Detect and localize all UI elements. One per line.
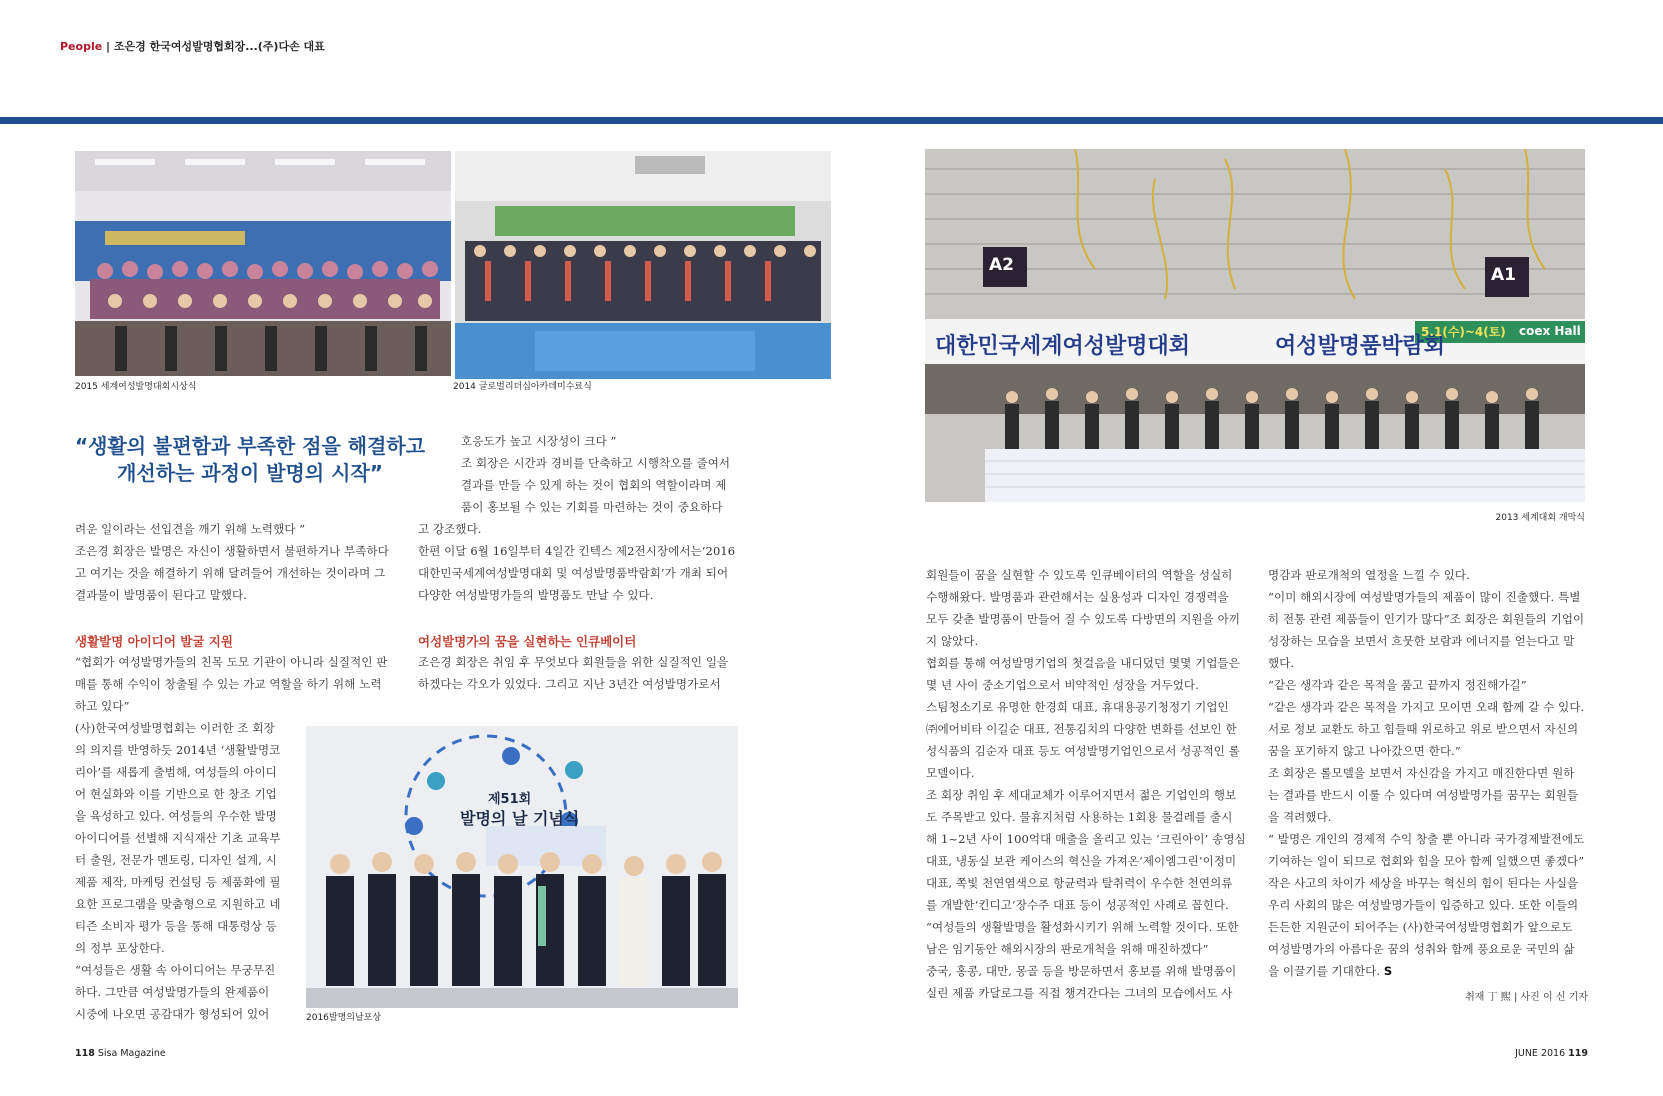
banner-event-name: 대한민국세계여성발명대회 <box>935 334 1191 359</box>
backdrop-title: 발명의 날 기념식 <box>460 809 580 828</box>
left-col1-top: 려운 일이라는 선입견을 깨기 위해 노력했다 ” 조은경 회장은 발명은 자신이 생활하면서 불편하거나 부족하다 고 여기는 것을 해결하기 위해 달려들어 개선하는 것이라며 그 결과물이 발명품이 된다고 말했다. <box>75 522 389 602</box>
header-rule <box>0 117 1663 124</box>
opening-ceremony-photo <box>925 149 1585 502</box>
academy-caption: 2014 글로벌리더십아카데미수료식 <box>453 382 592 392</box>
award-ceremony-photo <box>75 151 451 376</box>
banner-date: 5.1(수)~4(토) <box>1421 325 1506 339</box>
byline-credit: 취재 丁 熙 | 사진 이 신 기자 <box>1465 992 1588 1003</box>
subhead-idea-support: 생활발명 아이디어 발굴 지원 <box>75 634 233 649</box>
magazine-name: Sisa Magazine <box>97 1048 166 1059</box>
pull-quote <box>70 433 430 487</box>
right-col2: 명감과 판로개척의 열정을 느낄 수 있다. “이미 해외시장에 여성발명가들의 제품이 많이 진출했다. 특별 히 전통 관련 제품들이 인기가 많다”조 회장은 회원들의 기업이 성장하는 모습을 보면서 흐뭇한 보람과 에너지를 얻는다고 말 했다. “같은 생각과 같은 목적을 품고 끝까지 정진해가길” “같은 생각과 같은 목적을 가지고 모이면 오래 함께 갈 수 있다. 서로 정보 교환도 하고 힘들때 위로하고 위로 받으면서 자신의 꿈을 포기하지 않고 나아갔으면 한다.” 조 회장은 롤모델을 보면서 자신감을 가지고 매진한다면 원하 는 결과를 반드시 이룰 수 있다며 여성발명가를 꿈꾸는 회원들 을 격려했다. “ 발명은 개인의 경제적 수익 창출 뿐 아니라 국가경제발전에도 기여하는 일이 되므로 협회와 힘을 모아 함께 일했으면 좋겠다” 작은 사고의 차이가 세상을 바꾸는 혁신의 힘이 된다는 사실을 우리 사회의 많은 여성발명가들이 입증하고 있다. 또한 이들의 든든한 지원군이 되어주는 (사)한국여성발명협회가 앞으로도 여성발명가의 아름다운 꿈의 성취와 함께 풍요로운 국민의 삶 을 이끌기를 기대한다. S <box>1268 568 1585 978</box>
left-col2-top: 호응도가 높고 시장성이 크다 ” 조 회장은 시간과 경비를 단축하고 시행착오를 줄여서 결과를 만들 수 있게 하는 것이 협회의 역할이라며 제 품이 홍보될 수 있는 기회를 마련하는 것이 중요하다 고 강조했다. 한편 이달 6월 16일부터 4일간 킨텍스 제2전시장에서는‘2016 대한민국세계여성발명대회 및 여성발명품박람회’가 개최 되어 다양한 여성발명가들의 발명품도 만날 수 있다. <box>418 434 736 602</box>
running-header <box>60 38 325 54</box>
left-col2-mid: 조은경 회장은 취임 후 무엇보다 회원들을 위한 실질적인 일을 하겠다는 각오가 있었다. 그리고 지난 3년간 여성발명가로서 <box>418 655 729 691</box>
left-folio <box>75 1048 166 1059</box>
hall-a1-sign: A1 <box>1491 265 1516 285</box>
invention-day-caption: 2016발명의날포상 <box>306 1013 382 1023</box>
right-folio <box>1515 1048 1588 1059</box>
award-ceremony-caption: 2015 세계여성발명대회시상식 <box>75 382 197 392</box>
subhead-incubator: 여성발명가의 꿈을 실현하는 인큐베이터 <box>418 634 637 649</box>
banner-expo-name: 여성발명품박람회 <box>1275 334 1446 359</box>
end-mark: S <box>1383 964 1393 978</box>
left-col1-narrow: (사)한국여성발명협회는 이러한 조 회장 의 의지를 반영하듯 2014년 ‘생활발명코 리아’를 새롭게 출범해, 여성들의 아이디 어 현실화와 이를 기반으로 한 창조 기업 을 육성하고 있다. 여성들의 우수한 발명 아이디어를 선별해 지식재산 기초 교육부 터 출원, 전문가 멘토링, 디자인 설계, 시 제품 제작, 마케팅 컨설팅 등 제품화에 필 요한 프로그램을 맞춤형으로 지원하고 네 티즌 소비자 평가 등을 통해 대통령상 등 의 정부 포상한다. “여성들은 생활 속 아이디어는 무궁무진 하다. 그만큼 여성발명가들의 완제품이 시중에 나오면 공감대가 형성되어 있어 <box>75 721 281 1021</box>
left-col1-mid: “협회가 여성발명가들의 친목 도모 기관이 아니라 실질적인 판 매를 통해 수익이 창출될 수 있는 가교 역할을 하기 위해 노력 하고 있다” <box>75 655 388 713</box>
banner-venue: coex Hall <box>1519 324 1581 338</box>
invention-day-photo <box>306 726 738 1008</box>
opening-ceremony-caption: 2013 세계대회 개막식 <box>1495 513 1585 523</box>
pull-quote-line2: 개선하는 과정이 발명의 시작” <box>117 461 383 485</box>
pull-quote-line1: “생활의 불편함과 부족한 점을 해결하고 <box>74 434 426 458</box>
right-page-number: 119 <box>1568 1048 1588 1059</box>
section-label: People <box>60 40 103 53</box>
left-page-number: 118 <box>75 1048 95 1059</box>
header-title: 조은경 한국여성발명협회장...(주)다손 대표 <box>113 40 325 53</box>
academy-photo <box>455 151 831 379</box>
hall-a2-sign: A2 <box>989 255 1014 275</box>
right-col1: 회원들이 꿈을 실현할 수 있도록 인큐베이터의 역할을 성실히 수행해왔다. 발명품과 관련해서는 실용성과 디자인 경쟁력을 모두 갖춘 발명품이 만들어 질 수 있도록 다방면의 지원을 아끼 지 않았다. 협회를 통해 여성발명기업의 첫걸음을 내디뎠던 몇몇 기업들은 몇 년 사이 중소기업으로서 비약적인 성장을 거두었다. 스팀청소기로 유명한 한경희 대표, 휴대용공기청정기 기업인 ㈜에어비타 이길순 대표, 전통김치의 다양한 변화를 선보인 한 성식품의 김순자 대표 등도 여성발명기업인으로서 성공적인 롤 모델이다. 조 회장 취임 후 세대교체가 이루어지면서 젊은 기업인의 행보 도 주목받고 있다. 물휴지처럼 사용하는 1회용 물걸레를 출시 해 1~2년 사이 100억대 매출을 올리고 있는 ‘크린아이’ 송영심 대표, 냉동실 보관 케이스의 혁신을 가져온‘제이엠그린’이정미 대표, 쪽빛 천연염색으로 항균력과 탈취력이 우수한 천연의류 를 개발한‘킨디고’장수주 대표 등이 성공적인 사례로 꼽힌다. “여성들의 생활발명을 활성화시키기 위해 노력할 것이다. 또한 남은 임기동안 해외시장의 판로개척을 위해 매진하겠다” 중국, 홍콩, 대만, 몽골 등을 방문하면서 홍보를 위해 발명품이 실린 제품 카달로그를 직접 챙겨간다는 그녀의 모습에서도 사 <box>926 568 1246 1000</box>
backdrop-edition: 제51회 <box>488 792 532 807</box>
issue-date: JUNE 2016 <box>1515 1048 1566 1059</box>
header-separator: | <box>106 40 111 53</box>
